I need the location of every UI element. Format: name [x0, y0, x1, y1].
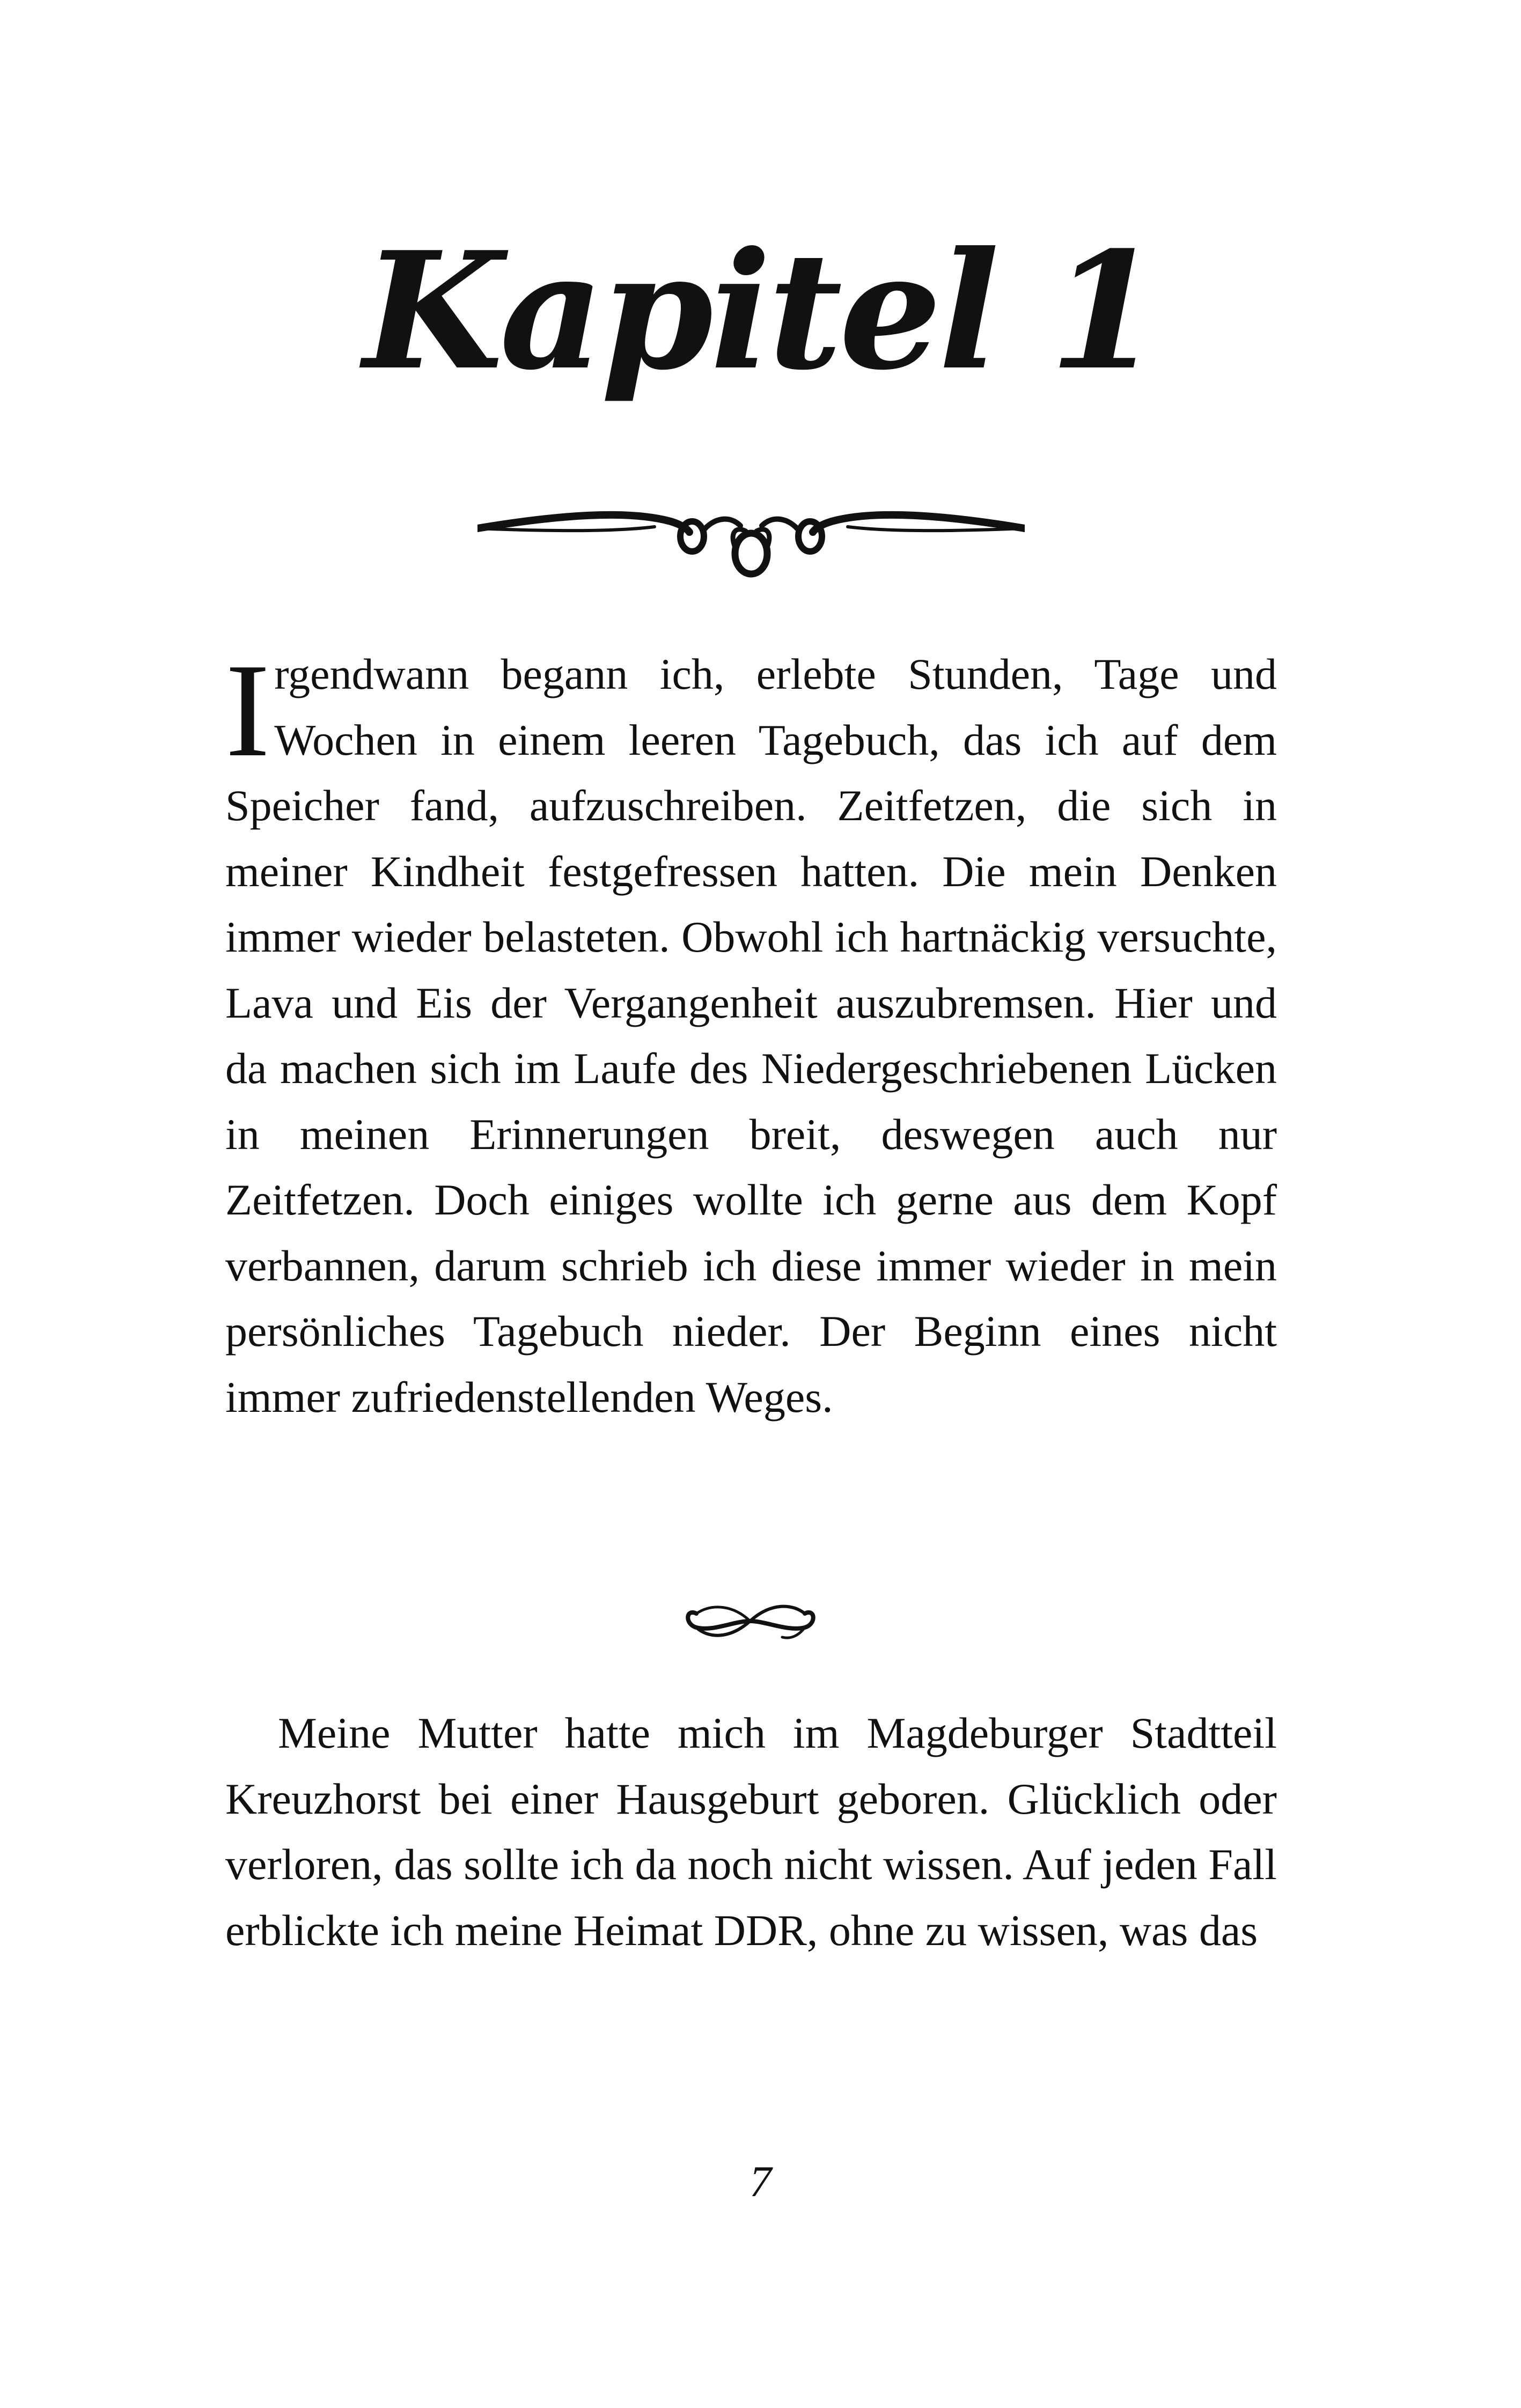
drop-cap: I	[225, 636, 270, 785]
paragraph-2: Meine Mutter hatte mich im Magdeburger Stadtteil Kreuzhorst bei einer Hausgeburt geboren. Glücklich oder verloren, das sollte ich da noch nicht wissen. Auf jeden Fall erblickte ich meine Heimat DDR, ohne zu wissen, was das	[225, 1709, 1277, 1955]
flourish-divider-icon	[477, 494, 1025, 585]
infinity-flourish-icon	[680, 1592, 821, 1650]
paragraph-1	[225, 636, 1277, 1430]
paragraph-1-text: rgendwann begann ich, erlebte Stunden, Tage und Wochen in einem leeren Tagebuch, das ich auf dem Speicher fand, aufzuschreiben. Zeitfetzen, die sich in meiner Kindheit festgefressen hatten. Die mein Denken immer wieder belasteten. Obwohl ich hartnäckig versuchte, Lava und Eis der Vergangenheit auszubremsen. Hier und da machen sich im Laufe des Niedergeschriebenen Lücken in meinen Erinnerungen breit, deswegen auch nur Zeitfetzen. Doch einiges wollte ich gerne aus dem Kopf verbannen, darum schrieb ich diese immer wieder in mein persönliches Tagebuch nieder. Der Beginn eines nicht immer zufriedenstellenden Weges.	[225, 650, 1277, 1422]
page-number: 7	[750, 2157, 771, 2206]
chapter-title: Kapitel 1	[363, 216, 1158, 406]
